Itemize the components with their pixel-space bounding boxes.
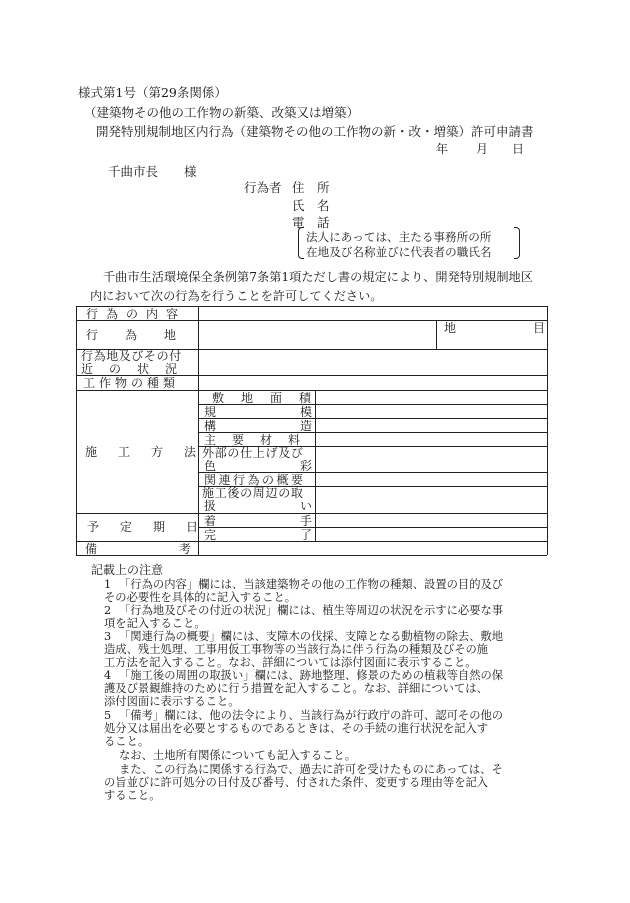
table-line (547, 306, 548, 555)
label-land-category: 地目 (444, 321, 623, 335)
note-line: 工方法を記入すること。なお、詳細については添付図面に表示すること。 (104, 656, 477, 669)
method-exterior-line-1: 外部の仕上げ及び (202, 446, 304, 460)
method-related-acts: 関連行為の概要 (204, 473, 306, 487)
note-line: 処分又は届出を必要とするものであるときは、その手続の進行状況を記入す (104, 722, 489, 735)
table-line (198, 306, 199, 555)
applicant-phone-label: 電 話 (292, 215, 330, 230)
schedule-complete: 完了 (204, 528, 397, 542)
note-line: ること。 (104, 735, 150, 748)
note-line: すること。 (104, 789, 161, 802)
schedule-start: 着手 (204, 514, 397, 528)
note-number: 2 (104, 604, 112, 617)
applicant-label: 行為者 (244, 180, 282, 195)
note-line: 「行為の内容」欄には、当該建築物その他の工作物の種類、設置の目的及び (119, 578, 504, 591)
body-text-line-1: 千曲市生活環境保全条例第7条第1項ただし書の規定により、開発特別規制地区 (103, 270, 533, 284)
note-number: 3 (104, 630, 112, 643)
method-structure: 構造 (204, 419, 397, 433)
label-remarks: 備考 (85, 542, 274, 556)
label-surroundings-line-1: 行為地及びその付 (81, 349, 182, 363)
note-line: また、この行為に関係する行為で、過去に許可を受けたものにあっては、そ (119, 763, 503, 776)
label-act-place: 行為地 (86, 328, 204, 342)
method-after-line-2: 扱い (204, 499, 397, 513)
label-construction-method: 施工方法 (85, 445, 218, 459)
note-line: 項を記入すること。 (104, 617, 206, 630)
note-number: 4 (104, 669, 112, 682)
date-year: 年 (436, 142, 449, 156)
corp-note-bracket-left (298, 227, 304, 259)
form-category: （建築物その他の工作物の新築、改築又は増築） (84, 105, 360, 120)
note-number: 1 (104, 578, 112, 591)
method-scale: 規模 (204, 405, 397, 419)
notes-heading: 記載上の注意 (91, 563, 164, 577)
date-day: 日 (512, 142, 525, 156)
label-surroundings-line-2: 近の状況 (81, 362, 194, 376)
body-text-line-2: 内において次の行為を行うことを許可してください。 (90, 289, 383, 303)
label-act-content: 行為の内容 (86, 307, 187, 321)
note-line: 「施工後の周囲の取扱い」欄には、跡地整理、修景のための植栽等自然の保 (119, 669, 504, 682)
corp-note-line-1: 法人にあっては、主たる事務所の所 (306, 230, 492, 244)
method-exterior-line-2: 色彩 (204, 459, 397, 473)
method-after-line-1: 施工後の周辺の取 (202, 486, 304, 500)
label-schedule: 予定期日 (87, 520, 220, 534)
corp-note-line-2: 在地及び名称並びに代表者の職氏名 (306, 245, 492, 259)
form-number: 様式第1号（第29条関係） (78, 85, 227, 100)
note-line: 「関連行為の概要」欄には、支障木の伐採、支障となる動植物の除去、敷地 (119, 630, 504, 643)
note-line: 造成、残土処理、工事用仮工事物等の当該行為に伴う行為の種類及びその施 (104, 643, 489, 656)
note-line: なお、土地所有関係についても記入すること。 (119, 749, 357, 762)
note-line: 添付図面に表示すること。 (104, 695, 240, 708)
label-structure-type: 工作物の種類 (83, 376, 180, 390)
table-line (436, 320, 437, 349)
applicant-name-label: 氏 名 (292, 198, 330, 213)
note-number: 5 (104, 709, 112, 722)
note-line: 「行為地及びその付近の状況」欄には、植生等周辺の状況を示すに必要な事 (119, 604, 504, 617)
addressee: 千曲市長 (108, 164, 159, 179)
note-line: その必要性を具体的に記入すること。 (104, 591, 297, 604)
date-month: 月 (476, 142, 489, 156)
table-line (76, 306, 77, 555)
addressee-honorific: 様 (184, 164, 197, 179)
note-line: の旨並びに許可処分の日付及び番号、付された条件、変更する理由等を記入 (104, 776, 489, 789)
applicant-address-label: 住 所 (292, 180, 330, 195)
note-line: 護及び景観維持のために行う措置を記入すること。なお、詳細については、 (104, 682, 488, 695)
method-main-materials: 主要材料 (204, 433, 317, 447)
page-title: 開発特別規制地区内行為（建築物その他の工作物の新・改・増築）許可申請書 (96, 124, 534, 139)
corp-note-bracket-right (514, 227, 520, 259)
method-site-area: 敷地面積 (212, 391, 329, 405)
note-line: 「備考」欄には、他の法令により、当該行為が行政庁の許可、認可その他の (119, 709, 504, 722)
